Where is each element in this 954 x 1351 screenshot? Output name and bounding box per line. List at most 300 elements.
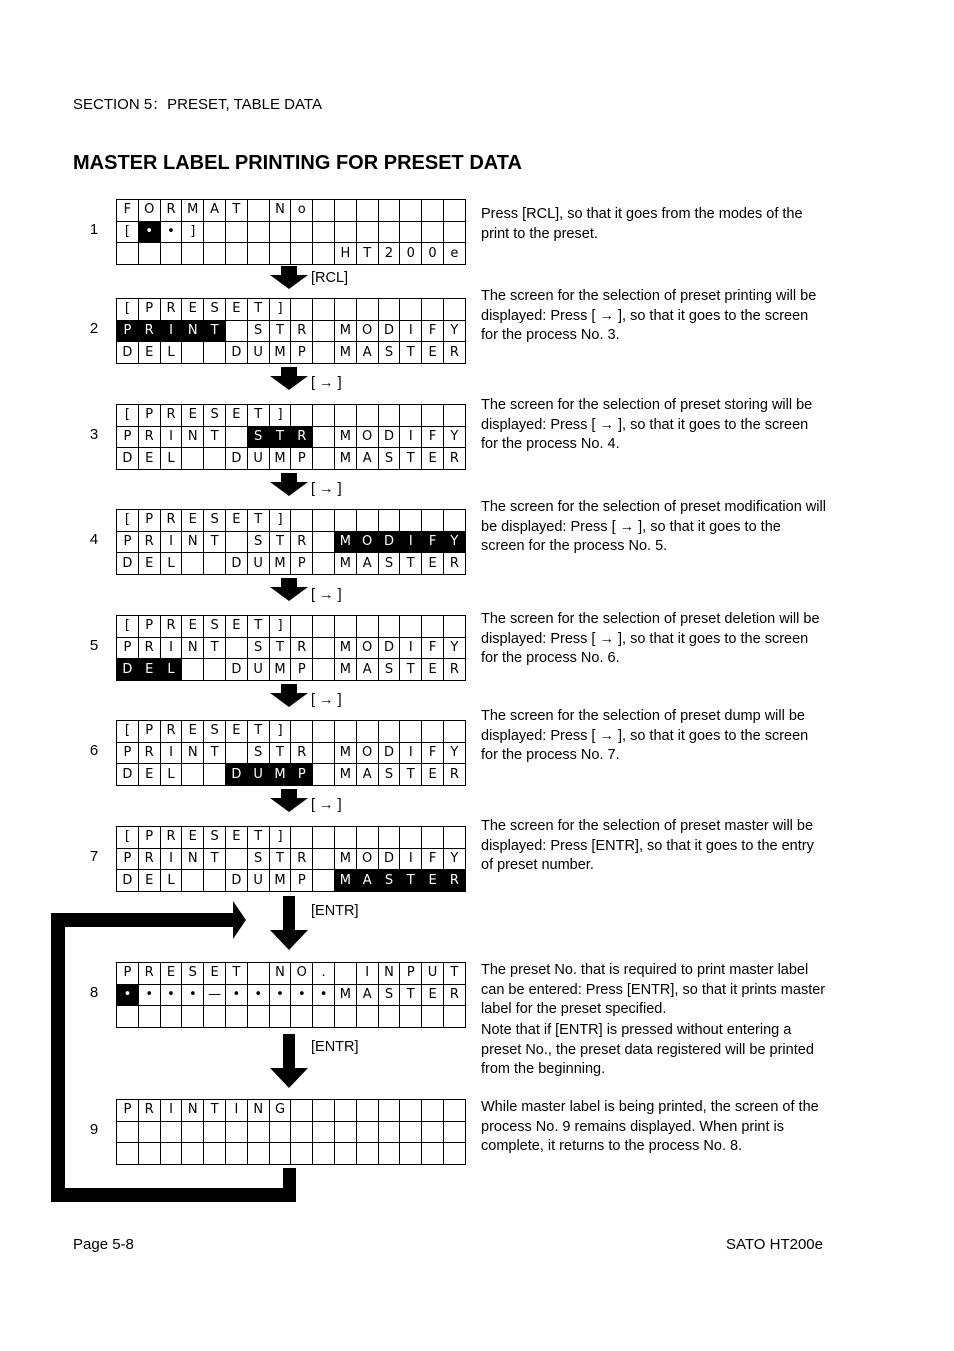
lcd-cell: S xyxy=(378,984,400,1006)
lcd-cell: R xyxy=(443,342,465,364)
lcd-cell xyxy=(313,510,335,532)
lcd-cell xyxy=(182,553,204,575)
lcd-cell: F xyxy=(117,200,139,222)
lcd-cell xyxy=(356,1143,378,1165)
lcd-cell xyxy=(443,510,465,532)
lcd-cell: T xyxy=(400,764,422,786)
lcd-cell: A xyxy=(356,984,378,1006)
lcd-cell: T xyxy=(400,659,422,681)
lcd-cell: S xyxy=(204,299,226,321)
lcd-cell: M xyxy=(334,848,356,870)
lcd-cell xyxy=(247,200,269,222)
lcd-cell: M xyxy=(334,553,356,575)
lcd-cell xyxy=(334,510,356,532)
lcd-cell: N xyxy=(182,1100,204,1122)
lcd-cell: Y xyxy=(443,426,465,448)
lcd-cell: R xyxy=(443,984,465,1006)
lcd-cell xyxy=(422,221,444,243)
lcd-cell: [ xyxy=(117,405,139,427)
lcd-cell xyxy=(443,827,465,849)
arrow-key-label: [ → ] xyxy=(311,692,342,708)
lcd-cell xyxy=(160,1006,182,1028)
step-description: The screen for the selection of preset master will be displayed: Press [ENTR], so that it goes to the entry of preset number. xyxy=(481,818,814,873)
arrow-key-label: [ → ] xyxy=(311,797,342,813)
lcd-row xyxy=(117,342,466,364)
lcd-row xyxy=(117,963,466,985)
lcd-cell: E xyxy=(138,870,160,892)
lcd-cell xyxy=(269,1143,291,1165)
lcd-cell xyxy=(313,1143,335,1165)
lcd-cell xyxy=(313,1121,335,1143)
lcd-cell: R xyxy=(138,320,160,342)
lcd-cell: O xyxy=(291,963,313,985)
lcd-cell xyxy=(291,510,313,532)
lcd-cell: • xyxy=(160,984,182,1006)
lcd-cell: T xyxy=(269,426,291,448)
lcd-cell: N xyxy=(247,1100,269,1122)
lcd-cell: I xyxy=(160,742,182,764)
lcd-cell xyxy=(378,221,400,243)
lcd-cell xyxy=(291,721,313,743)
lcd-cell xyxy=(117,1121,139,1143)
lcd-cell: L xyxy=(160,553,182,575)
lcd-cell: E xyxy=(182,616,204,638)
lcd-cell xyxy=(117,243,139,265)
lcd-cell: M xyxy=(334,448,356,470)
lcd-cell xyxy=(443,1143,465,1165)
lcd-cell xyxy=(291,405,313,427)
lcd-row xyxy=(117,243,466,265)
lcd-cell: A xyxy=(356,659,378,681)
lcd-cell xyxy=(225,848,247,870)
lcd-cell: P xyxy=(138,405,160,427)
lcd-cell: T xyxy=(204,1100,226,1122)
lcd-screen xyxy=(116,962,466,1028)
lcd-cell: P xyxy=(138,299,160,321)
lcd-row xyxy=(117,1100,466,1122)
lcd-cell xyxy=(356,616,378,638)
lcd-cell xyxy=(117,1143,139,1165)
lcd-cell: R xyxy=(291,531,313,553)
lcd-cell xyxy=(443,721,465,743)
lcd-cell xyxy=(291,1121,313,1143)
lcd-cell: • xyxy=(247,984,269,1006)
lcd-screen xyxy=(116,826,466,892)
lcd-cell: I xyxy=(160,426,182,448)
lcd-cell xyxy=(400,510,422,532)
lcd-cell: S xyxy=(204,405,226,427)
lcd-cell xyxy=(247,221,269,243)
lcd-cell: N xyxy=(182,637,204,659)
lcd-cell xyxy=(443,1006,465,1028)
lcd-cell: S xyxy=(204,827,226,849)
lcd-cell: • xyxy=(117,984,139,1006)
lcd-cell: S xyxy=(378,342,400,364)
lcd-cell xyxy=(291,243,313,265)
lcd-cell xyxy=(247,1143,269,1165)
lcd-cell: T xyxy=(204,637,226,659)
lcd-cell xyxy=(400,721,422,743)
lcd-cell: T xyxy=(400,448,422,470)
lcd-cell xyxy=(269,243,291,265)
lcd-cell xyxy=(378,510,400,532)
lcd-cell: M xyxy=(334,637,356,659)
arrow-key-label: [RCL] xyxy=(311,270,349,286)
lcd-cell: P xyxy=(138,510,160,532)
lcd-cell xyxy=(313,531,335,553)
lcd-cell xyxy=(334,1100,356,1122)
lcd-cell xyxy=(313,299,335,321)
lcd-cell xyxy=(225,1121,247,1143)
lcd-cell xyxy=(443,616,465,638)
lcd-cell: M xyxy=(269,764,291,786)
lcd-cell: T xyxy=(400,342,422,364)
lcd-cell: [ xyxy=(117,510,139,532)
lcd-cell: U xyxy=(247,553,269,575)
lcd-cell: [ xyxy=(117,299,139,321)
lcd-cell: R xyxy=(138,1100,160,1122)
lcd-cell: L xyxy=(160,342,182,364)
lcd-cell xyxy=(291,616,313,638)
lcd-cell xyxy=(443,1100,465,1122)
lcd-cell xyxy=(356,299,378,321)
lcd-cell xyxy=(334,1143,356,1165)
lcd-cell xyxy=(378,827,400,849)
lcd-cell: A xyxy=(356,870,378,892)
lcd-cell xyxy=(204,1121,226,1143)
lcd-cell xyxy=(247,963,269,985)
lcd-cell xyxy=(334,721,356,743)
lcd-cell xyxy=(378,616,400,638)
lcd-cell xyxy=(400,1143,422,1165)
lcd-cell xyxy=(400,827,422,849)
lcd-cell: S xyxy=(204,510,226,532)
lcd-cell xyxy=(313,616,335,638)
lcd-row xyxy=(117,984,466,1006)
lcd-cell: P xyxy=(117,848,139,870)
lcd-cell xyxy=(334,221,356,243)
lcd-cell: Y xyxy=(443,637,465,659)
lcd-cell: S xyxy=(182,963,204,985)
lcd-cell: P xyxy=(117,320,139,342)
lcd-cell xyxy=(313,342,335,364)
lcd-cell: Y xyxy=(443,848,465,870)
down-arrow-icon xyxy=(270,473,310,497)
lcd-cell: O xyxy=(356,320,378,342)
lcd-cell xyxy=(422,299,444,321)
lcd-cell xyxy=(443,299,465,321)
lcd-cell: P xyxy=(117,637,139,659)
lcd-cell: E xyxy=(138,764,160,786)
lcd-cell xyxy=(422,616,444,638)
lcd-cell: I xyxy=(400,320,422,342)
lcd-cell: R xyxy=(291,742,313,764)
lcd-cell: S xyxy=(247,426,269,448)
lcd-cell: P xyxy=(138,721,160,743)
lcd-cell xyxy=(378,721,400,743)
lcd-cell xyxy=(313,405,335,427)
lcd-cell xyxy=(182,659,204,681)
lcd-cell: T xyxy=(247,721,269,743)
lcd-cell xyxy=(443,221,465,243)
lcd-cell xyxy=(356,1121,378,1143)
lcd-cell: M xyxy=(334,659,356,681)
lcd-cell: E xyxy=(422,984,444,1006)
lcd-cell: M xyxy=(269,342,291,364)
lcd-row xyxy=(117,200,466,222)
lcd-cell xyxy=(422,405,444,427)
lcd-cell: [ xyxy=(117,827,139,849)
lcd-cell: N xyxy=(182,426,204,448)
lcd-row xyxy=(117,848,466,870)
lcd-cell: D xyxy=(117,553,139,575)
lcd-cell xyxy=(356,721,378,743)
lcd-cell xyxy=(204,659,226,681)
lcd-cell: T xyxy=(269,742,291,764)
lcd-cell: E xyxy=(225,616,247,638)
lcd-cell xyxy=(422,1121,444,1143)
lcd-cell: E xyxy=(182,721,204,743)
lcd-cell xyxy=(378,1143,400,1165)
lcd-row xyxy=(117,870,466,892)
down-arrow-icon xyxy=(270,684,310,708)
lcd-cell: T xyxy=(443,963,465,985)
lcd-cell: [ xyxy=(117,721,139,743)
lcd-cell: D xyxy=(378,531,400,553)
lcd-cell xyxy=(204,553,226,575)
lcd-cell: R xyxy=(291,320,313,342)
lcd-cell: T xyxy=(400,984,422,1006)
lcd-cell xyxy=(313,448,335,470)
lcd-cell xyxy=(400,200,422,222)
lcd-cell: T xyxy=(269,637,291,659)
lcd-cell: I xyxy=(225,1100,247,1122)
lcd-cell: R xyxy=(291,426,313,448)
lcd-cell: O xyxy=(138,200,160,222)
lcd-cell: P xyxy=(291,553,313,575)
lcd-cell: E xyxy=(225,721,247,743)
lcd-cell xyxy=(225,221,247,243)
lcd-cell xyxy=(160,1121,182,1143)
lcd-cell: D xyxy=(225,553,247,575)
lcd-cell: e xyxy=(443,243,465,265)
lcd-cell xyxy=(138,1143,160,1165)
lcd-cell: E xyxy=(204,963,226,985)
lcd-cell xyxy=(225,1143,247,1165)
lcd-cell xyxy=(225,742,247,764)
step-number: 4 xyxy=(89,531,99,548)
lcd-cell xyxy=(269,1006,291,1028)
lcd-cell xyxy=(356,1006,378,1028)
lcd-screen xyxy=(116,199,466,265)
lcd-cell: D xyxy=(225,448,247,470)
lcd-cell xyxy=(160,243,182,265)
lcd-cell: R xyxy=(138,637,160,659)
lcd-cell xyxy=(313,742,335,764)
lcd-cell xyxy=(313,848,335,870)
arrow-key-label: [ → ] xyxy=(311,587,342,603)
lcd-cell xyxy=(356,1100,378,1122)
lcd-cell: Y xyxy=(443,320,465,342)
lcd-cell xyxy=(378,299,400,321)
lcd-row xyxy=(117,637,466,659)
lcd-cell xyxy=(225,243,247,265)
lcd-cell: ] xyxy=(182,221,204,243)
arrow-key-label: [ENTR] xyxy=(311,903,359,919)
lcd-cell xyxy=(225,426,247,448)
lcd-cell: ] xyxy=(269,510,291,532)
lcd-cell xyxy=(182,764,204,786)
lcd-cell: I xyxy=(160,637,182,659)
step-number: 1 xyxy=(89,221,99,238)
lcd-cell xyxy=(422,200,444,222)
lcd-cell: P xyxy=(291,764,313,786)
lcd-cell: R xyxy=(160,510,182,532)
lcd-cell: D xyxy=(225,764,247,786)
lcd-cell: R xyxy=(138,426,160,448)
lcd-cell: • xyxy=(138,984,160,1006)
lcd-cell: I xyxy=(400,531,422,553)
lcd-cell: D xyxy=(378,742,400,764)
lcd-cell: E xyxy=(138,659,160,681)
lcd-row xyxy=(117,1121,466,1143)
lcd-cell: P xyxy=(291,870,313,892)
lcd-cell: T xyxy=(225,963,247,985)
lcd-cell xyxy=(247,1121,269,1143)
lcd-cell xyxy=(356,827,378,849)
step-note: Note that if [ENTR] is pressed without entering a preset No., the preset data registered will be printed from the beginning. xyxy=(481,1022,814,1077)
lcd-cell xyxy=(334,827,356,849)
lcd-cell xyxy=(313,659,335,681)
lcd-cell xyxy=(400,221,422,243)
lcd-cell xyxy=(313,553,335,575)
lcd-cell: N xyxy=(269,963,291,985)
step-number: 2 xyxy=(89,320,99,337)
lcd-row xyxy=(117,1006,466,1028)
lcd-cell: T xyxy=(204,426,226,448)
lcd-cell xyxy=(356,405,378,427)
lcd-cell: O xyxy=(356,426,378,448)
lcd-cell xyxy=(291,221,313,243)
lcd-cell: • xyxy=(269,984,291,1006)
lcd-cell: U xyxy=(247,448,269,470)
lcd-cell: S xyxy=(247,531,269,553)
lcd-cell: F xyxy=(422,742,444,764)
lcd-cell: P xyxy=(291,448,313,470)
lcd-cell xyxy=(204,1006,226,1028)
lcd-cell: P xyxy=(138,827,160,849)
step-number: 6 xyxy=(89,742,99,759)
lcd-cell: E xyxy=(422,659,444,681)
lcd-cell: T xyxy=(247,827,269,849)
lcd-cell: N xyxy=(182,531,204,553)
step-description: The screen for the selection of preset dump will be displayed: Press [ → ], so that it goes to the screen for the process No. 7. xyxy=(481,708,809,763)
lcd-cell xyxy=(182,243,204,265)
lcd-cell: R xyxy=(443,764,465,786)
lcd-cell: E xyxy=(225,405,247,427)
lcd-cell xyxy=(138,243,160,265)
step-description: The screen for the selection of preset modification will be displayed: Press [ → ], so that it goes to the screen for the process No. 5. xyxy=(481,499,826,554)
lcd-cell: R xyxy=(160,200,182,222)
lcd-cell xyxy=(400,616,422,638)
lcd-cell: 0 xyxy=(400,243,422,265)
lcd-cell xyxy=(443,405,465,427)
lcd-cell xyxy=(400,1006,422,1028)
lcd-cell: D xyxy=(225,342,247,364)
lcd-cell xyxy=(313,320,335,342)
lcd-cell: L xyxy=(160,870,182,892)
lcd-cell: P xyxy=(400,963,422,985)
lcd-cell xyxy=(225,1006,247,1028)
lcd-cell: N xyxy=(182,320,204,342)
lcd-cell: R xyxy=(138,742,160,764)
lcd-cell xyxy=(313,827,335,849)
lcd-cell: R xyxy=(443,553,465,575)
lcd-row xyxy=(117,742,466,764)
lcd-cell: I xyxy=(160,320,182,342)
lcd-cell: I xyxy=(356,963,378,985)
lcd-cell: T xyxy=(247,616,269,638)
lcd-cell: o xyxy=(291,200,313,222)
section-header: SECTION 5：PRESET, TABLE DATA xyxy=(73,96,322,113)
lcd-cell xyxy=(313,764,335,786)
lcd-cell: T xyxy=(247,299,269,321)
lcd-cell: T xyxy=(204,742,226,764)
lcd-cell xyxy=(378,1100,400,1122)
lcd-cell xyxy=(334,616,356,638)
lcd-cell: M xyxy=(334,870,356,892)
lcd-cell: [ xyxy=(117,221,139,243)
lcd-cell: D xyxy=(117,764,139,786)
lcd-cell: P xyxy=(138,616,160,638)
lcd-cell: • xyxy=(160,221,182,243)
lcd-cell: R xyxy=(160,299,182,321)
lcd-cell: M xyxy=(334,531,356,553)
lcd-cell xyxy=(422,1143,444,1165)
lcd-cell: T xyxy=(204,320,226,342)
lcd-cell: N xyxy=(182,848,204,870)
lcd-row xyxy=(117,531,466,553)
lcd-cell: I xyxy=(400,426,422,448)
lcd-cell: I xyxy=(400,637,422,659)
lcd-cell: E xyxy=(225,510,247,532)
lcd-cell: N xyxy=(269,200,291,222)
lcd-cell: D xyxy=(378,637,400,659)
lcd-cell xyxy=(269,1121,291,1143)
lcd-cell: O xyxy=(356,742,378,764)
lcd-row xyxy=(117,764,466,786)
lcd-cell xyxy=(204,870,226,892)
lcd-cell xyxy=(356,510,378,532)
lcd-cell: A xyxy=(204,200,226,222)
lcd-cell xyxy=(182,1121,204,1143)
lcd-cell: M xyxy=(334,342,356,364)
step-number: 9 xyxy=(89,1121,99,1138)
lcd-cell: T xyxy=(269,320,291,342)
lcd-cell xyxy=(182,342,204,364)
lcd-cell xyxy=(378,1006,400,1028)
lcd-cell: D xyxy=(225,659,247,681)
down-arrow-icon xyxy=(270,1034,310,1090)
lcd-cell xyxy=(378,1121,400,1143)
lcd-cell: D xyxy=(117,870,139,892)
lcd-cell: P xyxy=(117,963,139,985)
lcd-cell: P xyxy=(117,1100,139,1122)
lcd-cell xyxy=(334,405,356,427)
lcd-cell: F xyxy=(422,637,444,659)
lcd-cell: P xyxy=(291,659,313,681)
lcd-cell: N xyxy=(378,963,400,985)
